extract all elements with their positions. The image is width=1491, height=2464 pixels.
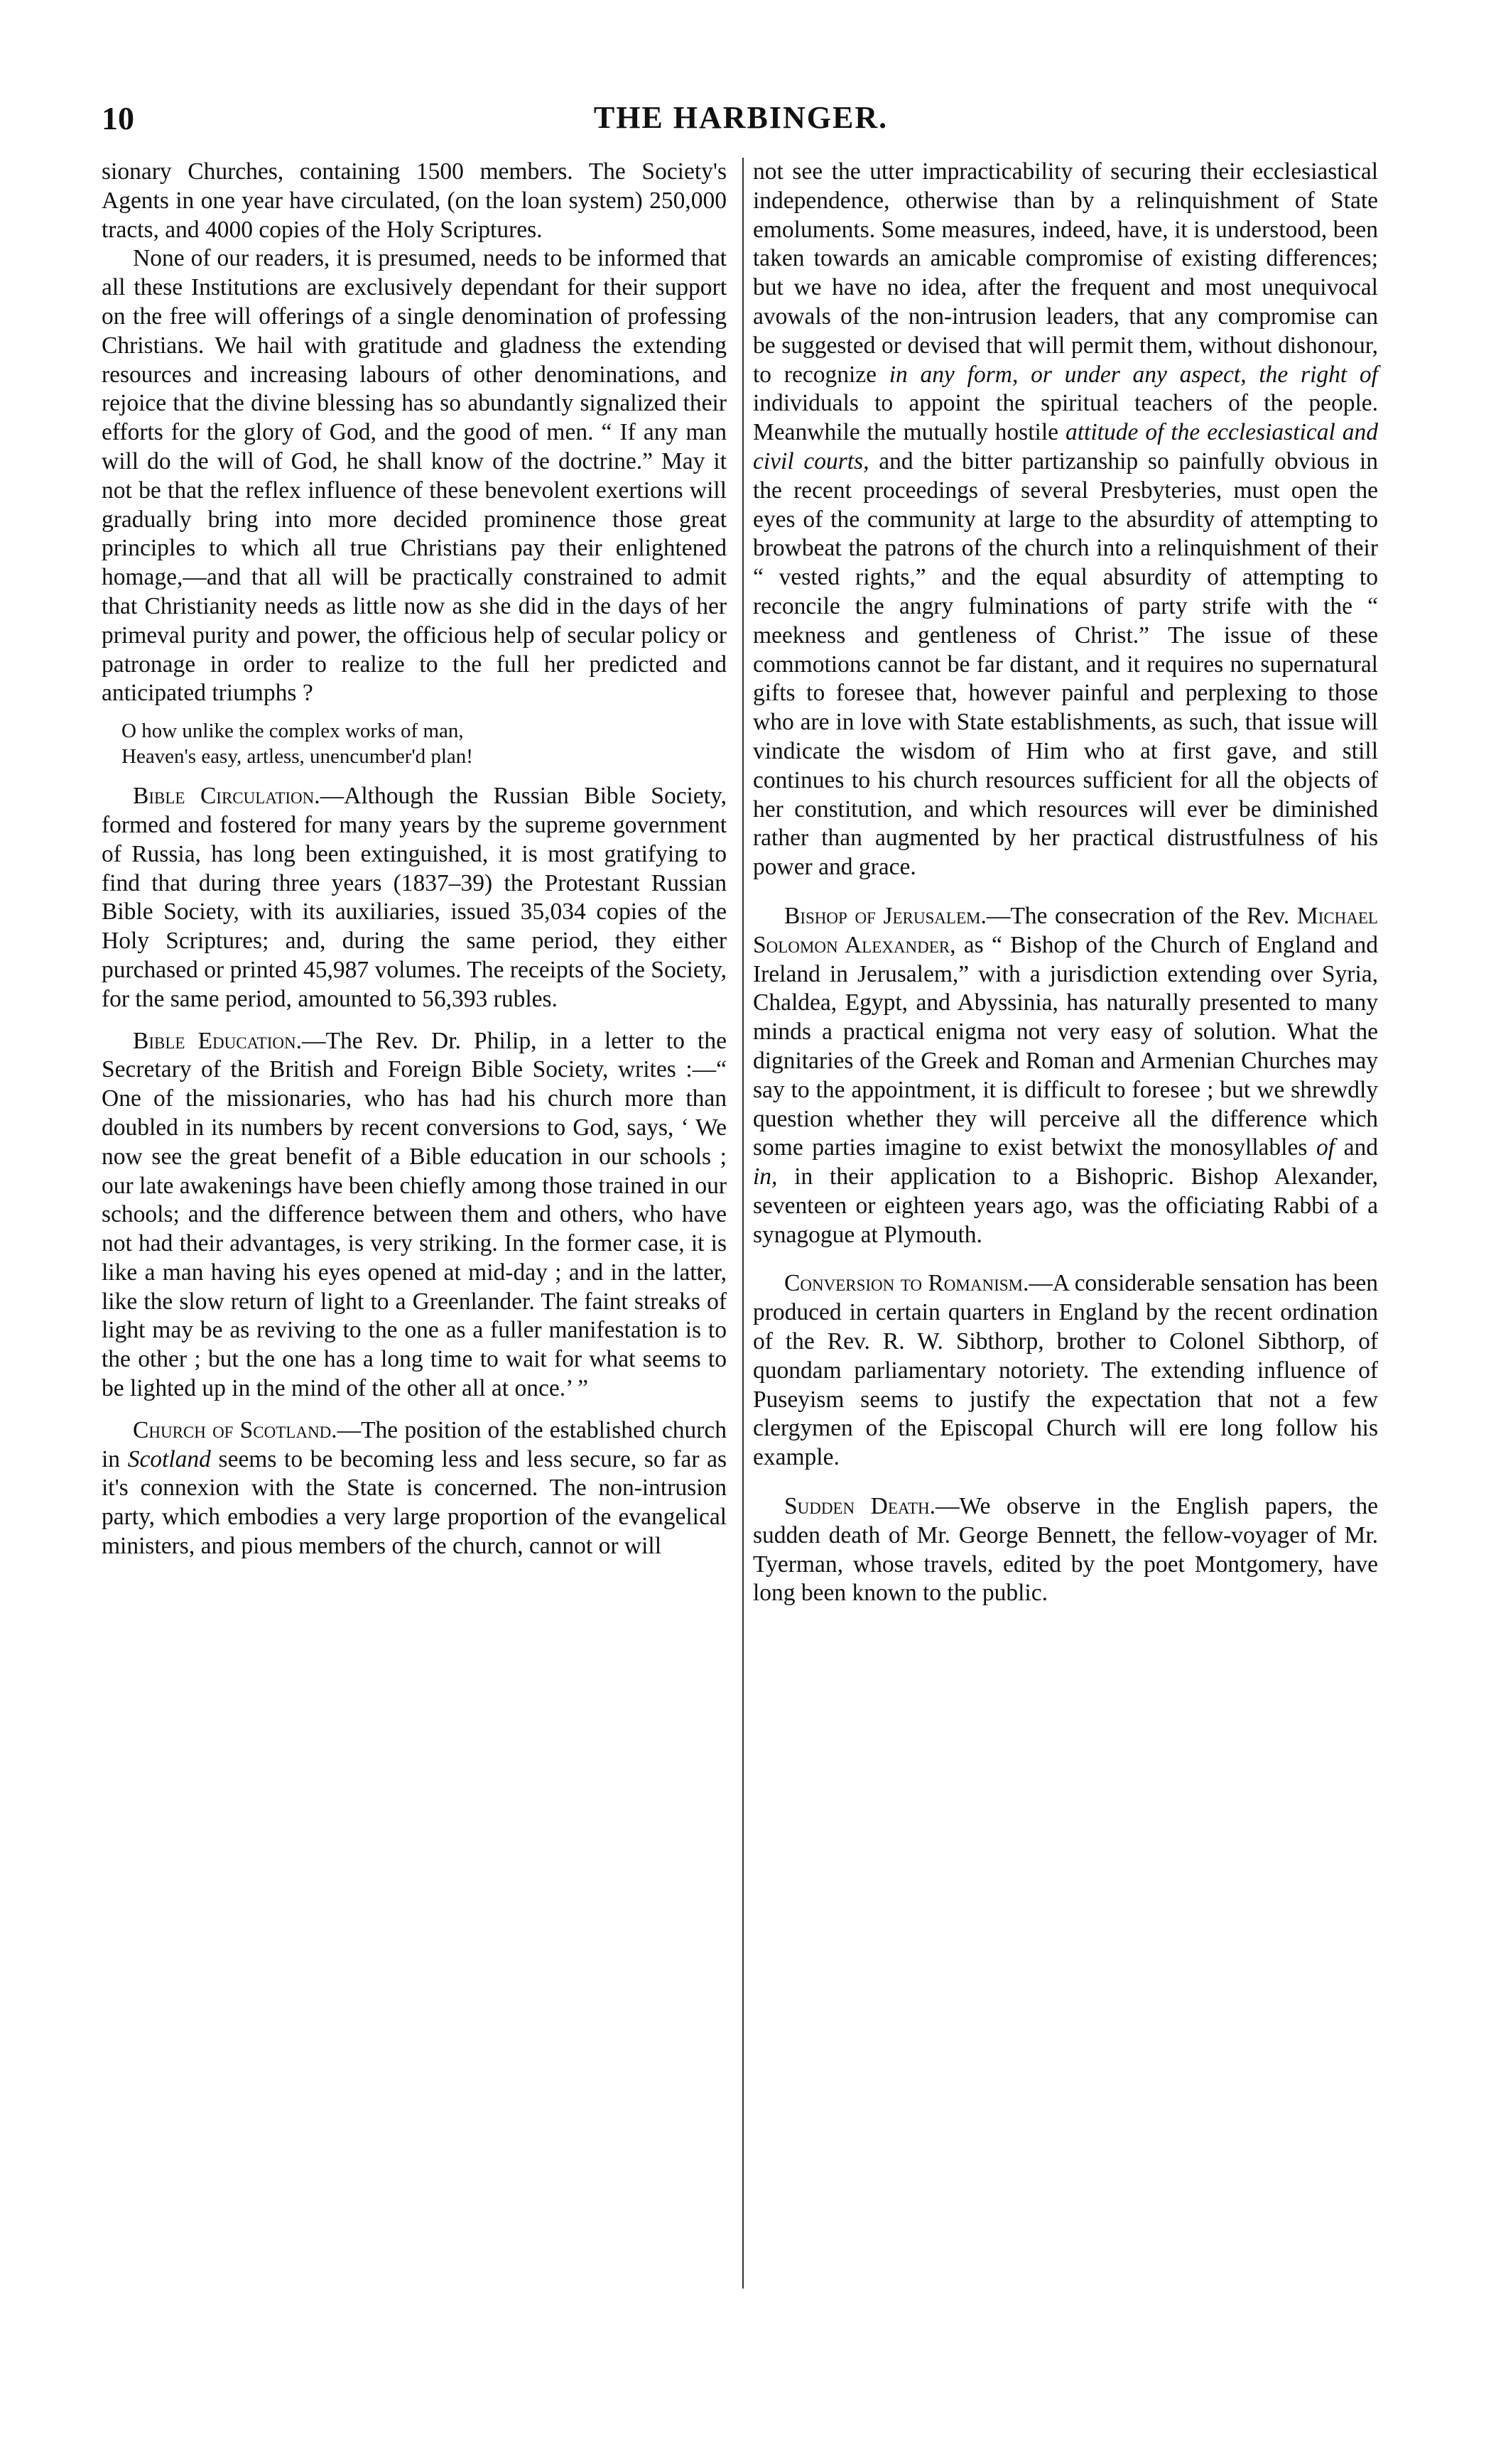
heading-sudden-death: Sudden Death.: [784, 1493, 936, 1520]
verse-line-1: O how unlike the complex works of man,: [121, 720, 464, 743]
article-bible-circulation: [102, 782, 727, 1014]
word-of: of: [1316, 1134, 1335, 1161]
cont-italic-1: in any form, or under any aspect, the right of: [889, 361, 1378, 388]
article-bible-education: [102, 1027, 727, 1404]
body-church-italic: Scotland: [127, 1445, 211, 1472]
body-church-b: seems to be becoming less and less secure, so far as it's connexion with the State is concerned. The non-intrusion party, which embodies a very large proportion of the evangelical ministers, and pious members of the church, cannot or will: [102, 1445, 727, 1560]
body-bishop-c: in their application to a Bishopric. Bishop Alexander, seventeen or eighteen years ago, was the officiating Rabbi of a synagogue at Plymouth.: [753, 1163, 1378, 1248]
article-sudden-death: [753, 1492, 1378, 1608]
heading-bible-education: Bible Education.: [133, 1027, 302, 1054]
body-bible-education: —The Rev. Dr. Philip, in a letter to the Secretary of the British and Foreign Bible Society, writes :—“ One of the missionaries, who has had his church more than doubled in its numbers by recent conversions to God, says, ‘ We now see the great benefit of a Bible education in our schools ; our late awakenings have been chiefly among those trained in our schools; and the difference between them and others, who have not had their advantages, is very striking. In the former case, it is like a man having his eyes opened at mid-day ; and in the latter, like the slow return of light to a Greenlander. The faint streaks of light may be as reviving to the one as a fuller manifestation is to the other ; but the one has a long time to wait for what seems to be lighted up in the mind of the other all at once.’ ”: [102, 1027, 727, 1402]
bishop-name: Michael Solomon Alexander,: [753, 902, 1378, 958]
running-title: THE HARBINGER.: [593, 100, 889, 135]
cont-c: and the bitter partizanship so painfully obvious in the recent proceedings of several Presbyteries, must open the eyes of the community at large to the absurdity of attempting to browbeat the patrons of the church into a relinquishment of their “ vested rights,” and the equal absurdity of attempting to reconcile the angry fulminations of party strife with the “ meekness and gentleness of Christ.” The issue of these commotions cannot be far distant, and it requires no supernatural gifts to foresee that, however painful and perplexing to those who are in love with State establishments, as such, that issue will vindicate the wisdom of Him who at first gave, and still continues to his church resources sufficient for all the objects of her constitution, and which resources will ever be diminished rather than augmented by her practical distrustfulness of his power and grace.: [753, 447, 1378, 881]
body-conversion: —A considerable sensation has been produced in certain quarters in England by the recent ordination of the Rev. R. W. Sibthorp, brother to Colonel Sibthorp, of quondam parliamentary notoriety. The extending influence of Puseyism seems to justify the expectation that not a few clergymen of the Episcopal Church will ere long follow his example.: [753, 1270, 1378, 1471]
page-header: [102, 99, 1380, 149]
left-column: [102, 158, 727, 1561]
article-conversion-to-romanism: [753, 1269, 1378, 1472]
paragraph-church-of-scotland-continued: [753, 158, 1378, 882]
paragraph-missionary-churches: sionary Churches, containing 1500 members. The Society's Agents in one year have circulated, (on the loan system) 250,000 tracts, and 4000 copies of the Holy Scriptures.: [102, 158, 727, 243]
page-number: 10: [102, 100, 134, 136]
heading-conversion-to-romanism: Conversion to Romanism.: [784, 1270, 1029, 1297]
body-church-a: —The position of the established church in: [102, 1416, 727, 1472]
heading-church-of-scotland: Church of Scotland.: [133, 1416, 337, 1443]
cont-italic-2: attitude of the ecclesiastical and civil courts,: [753, 419, 1378, 474]
word-in: in,: [753, 1163, 778, 1190]
heading-bible-circulation: Bible Circulation.: [133, 783, 320, 810]
word-and: and: [1335, 1134, 1378, 1161]
heading-bishop-of-jerusalem: Bishop of Jerusalem.: [784, 902, 987, 929]
cont-b: individuals to appoint the spiritual teachers of the people. Meanwhile the mutually hostile: [753, 390, 1378, 446]
cont-a: not see the utter impracticability of securing their ecclesiastical independence, otherwise than by a relinquishment of State emoluments. Some measures, indeed, have, it is understood, been taken towards an amicable compromise of existing differences; but we have no idea, after the frequent and most unequivocal avowals of the non-intrusion leaders, that any compromise can be suggested or devised that will permit them, without dishonour, to recognize: [753, 158, 1378, 388]
verse-quote: [121, 718, 727, 769]
body-bishop-a: —The consecration of the Rev.: [986, 902, 1297, 929]
article-church-of-scotland: [102, 1416, 727, 1561]
body-sudden-death: —We observe in the English papers, the sudden death of Mr. George Bennett, the fellow-voyager of Mr. Tyerman, whose travels, edited by the poet Montgomery, have long been known to the public.: [753, 1493, 1378, 1607]
body-bible-circulation: —Although the Russian Bible Society, formed and fostered for many years by the supreme government of Russia, has long been extinguished, it is most gratifying to find that during three years (1837–39) the Protestant Russian Bible Society, with its auxiliaries, issued 35,034 copies of the Holy Scriptures; and, during the same period, they either purchased or printed 45,987 volumes. The receipts of the Society, for the same period, amounted to 56,393 rubles.: [102, 783, 727, 1012]
verse-line-2: Heaven's easy, artless, unencumber'd plan!: [121, 745, 473, 769]
article-bishop-of-jerusalem: [753, 902, 1378, 1250]
right-column: [753, 158, 1378, 1608]
body-bishop-b: as “ Bishop of the Church of England and Ireland in Jerusalem,” with a jurisdiction extending over Syria, Chaldea, Egypt, and Abyssinia, has naturally presented to many minds a practical enigma not very easy of solution. What the dignitaries of the Greek and Roman and Armenian Churches may say to the appointment, it is difficult to foresee ; but we shrewdly question whether they will perceive all the difference which some parties imagine to exist betwixt the monosyllables: [753, 931, 1379, 1161]
column-divider: [742, 158, 744, 2289]
paragraph-voluntary-support: None of our readers, it is presumed, needs to be informed that all these Institutions are exclusively dependant for their support on the free will offerings of a single denomination of professing Christians. We hail with gratitude and gladness the extending resources and increasing labours of other denominations, and rejoice that the divine blessing has so abundantly signalized their efforts for the glory of God, and the good of men. “ If any man will do the will of God, he shall know of the doctrine.” May it not be that the reflex influence of these benevolent exertions will gradually bring into more decided prominence those great principles to which all true Christians pay their enlightened homage,—and that all will be practically constrained to admit that Christianity needs as little now as she did in the days of her primeval purity and power, the officious help of secular policy or patronage in order to realize to the full her predicted and anticipated triumphs ?: [102, 245, 727, 707]
